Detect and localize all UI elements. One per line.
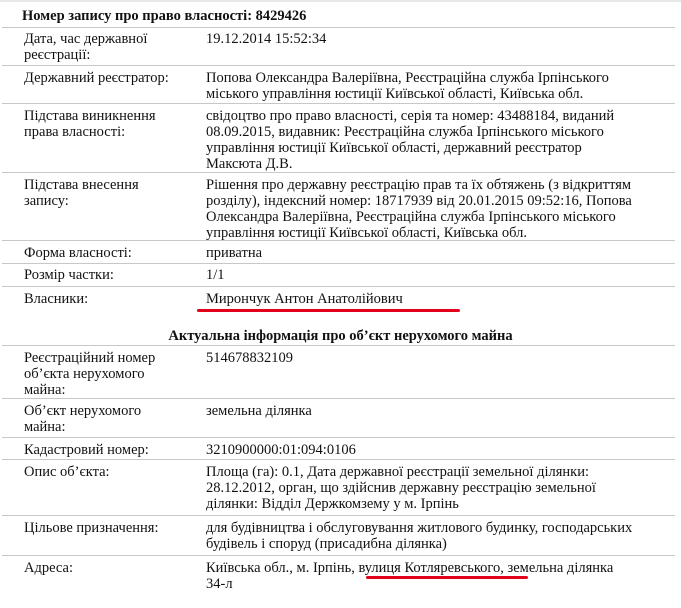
label-registrar: Державний реєстратор: [24,70,169,86]
value-entry-basis: Рішення про державну реєстрацію прав та їх обтяжень (з відкриттям розділу), індексний номер: 18717939 від 20.01.2015 09:52:16, Попова Олександра Валеріївна, Реєстраційна служба Ірпінського міського управління юстиції Київської області, Київська обл. [206,177,632,241]
label-ownership-basis: Підстава виникнення права власності: [24,108,156,140]
row-separator [2,345,675,346]
row-separator [2,65,675,66]
value-object-type: земельна ділянка [206,403,312,419]
value-share-size: 1/1 [206,267,225,283]
label-object-reg-number: Реєстраційний номер об’єкта нерухомого майна: [24,350,156,398]
label-object-description: Опис об’єкта: [24,464,110,480]
value-object-description: Площа (га): 0.1, Дата державної реєстрації земельної ділянки: 28.12.2012, орган, що здійснив державну реєстрацію земельної ділянки: Відділ Держкомзему у м. Ірпінь [206,464,596,512]
value-registrar: Попова Олександра Валеріївна, Реєстраційна служба Ірпінського міського управління юстиції Київської області, Київська обл. [206,70,609,102]
value-ownership-basis: свідоцтво про право власності, серія та номер: 43488184, виданий 08.09.2015, видавник: Реєстраційна служба Ірпінського міського управління юстиції Київської області, державний реєстратор Максюта Д.В. [206,108,615,172]
value-address: Київська обл., м. Ірпінь, вулиця Котляревського, земельна ділянка 34-л [206,560,614,592]
label-owners: Власники: [24,291,89,307]
row-separator [2,240,675,241]
row-separator [2,437,675,438]
value-registration-datetime: 19.12.2014 15:52:34 [206,31,327,47]
value-ownership-form: приватна [206,245,263,261]
value-object-reg-number: 514678832109 [206,350,293,366]
row-separator [2,398,675,399]
label-ownership-form: Форма власності: [24,245,132,261]
row-separator [2,459,675,460]
row-separator [2,515,675,516]
row-separator [2,172,675,173]
row-separator [2,263,675,264]
row-separator [2,286,675,287]
record-number-heading: Номер запису про право власності: 8429426 [22,8,307,24]
value-cadastral-number: 3210900000:01:094:0106 [206,442,356,458]
owner-highlight-underline [197,309,460,312]
street-highlight-underline [366,576,528,579]
label-entry-basis: Підстава внесення запису: [24,177,139,209]
row-separator [2,103,675,104]
label-intended-purpose: Цільове призначення: [24,520,159,536]
row-separator [2,555,675,556]
value-intended-purpose: для будівництва і обслуговування житлового будинку, господарських будівель і споруд (присадибна ділянка) [206,520,633,552]
top-edge [0,0,681,2]
object-info-heading: Актуальна інформація про об’єкт нерухомого майна [168,328,513,344]
row-separator [2,27,675,28]
value-owners: Мирончук Антон Анатолійович [206,291,403,307]
label-registration-datetime: Дата, час державної реєстрації: [24,31,148,63]
label-cadastral-number: Кадастровий номер: [24,442,149,458]
label-object-type: Об’єкт нерухомого майна: [24,403,142,435]
label-address: Адреса: [24,560,73,576]
label-share-size: Розмір частки: [24,267,114,283]
